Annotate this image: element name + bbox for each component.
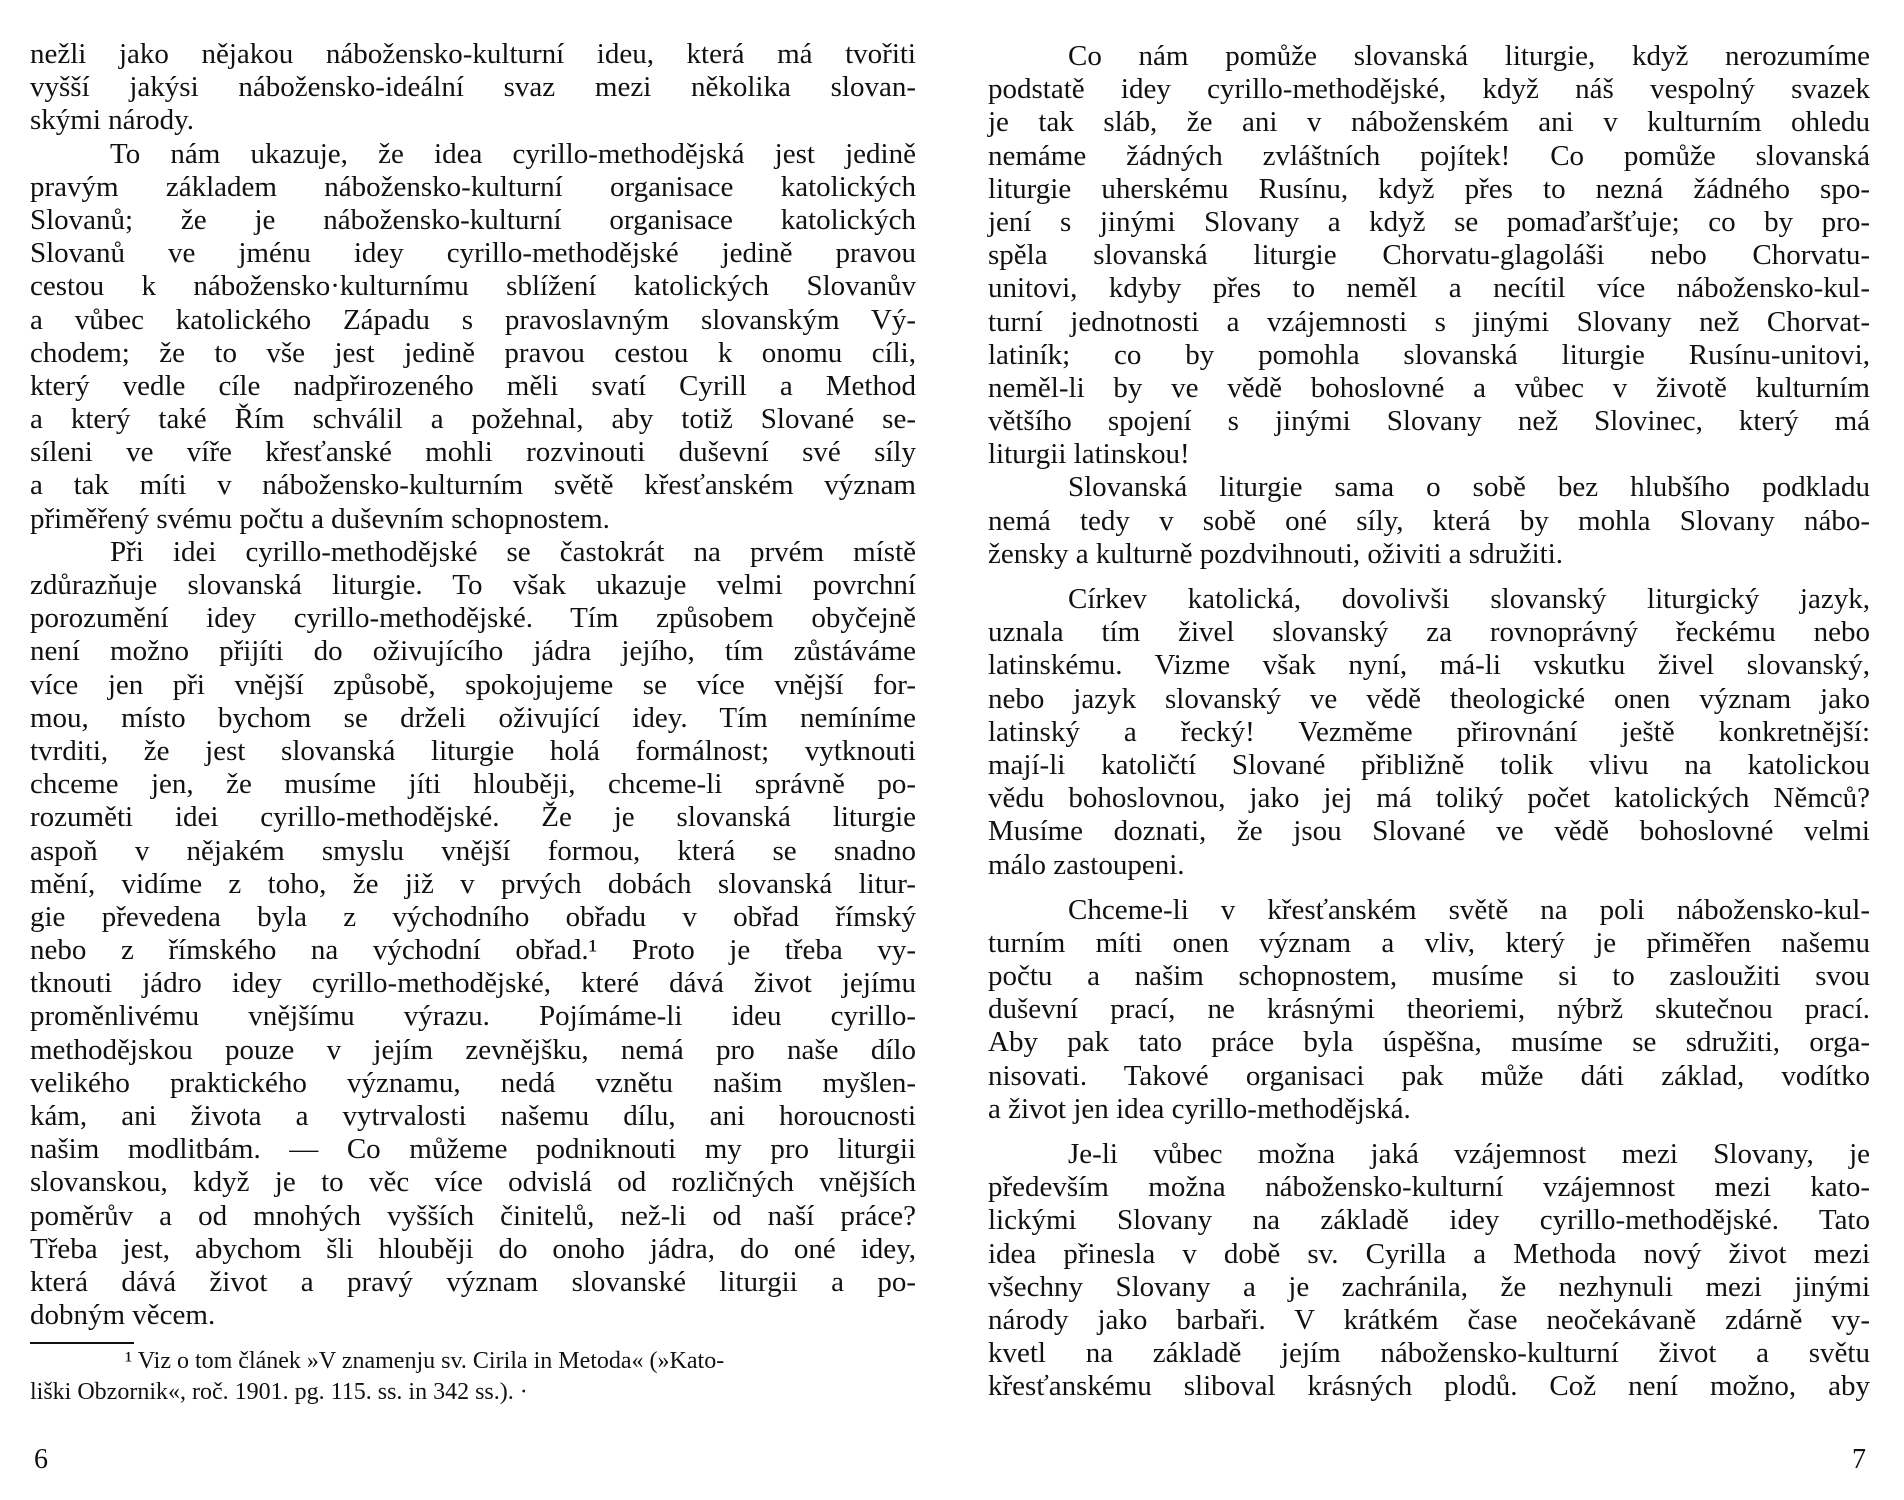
- text-line: neměl-li by ve vědě bohoslovné a vůbec v životě kulturním: [988, 371, 1870, 404]
- text-line: liturgii latinskou!: [988, 438, 1190, 471]
- text-line: není možno přijíti do oživujícího jádra jejího, tím zůstáváme: [30, 635, 916, 668]
- text-line: slovanskou, když je to věc více odvislá od rozličných vnějších: [30, 1166, 916, 1199]
- footnote-separator: [30, 1342, 134, 1344]
- text-line: uznala tím živel slovanský za rovnoprávný řeckému nebo: [988, 616, 1870, 649]
- paragraph: [988, 1138, 1870, 1404]
- text-line: mají-li katoličtí Slované přibližně tolik vlivu na katolickou: [988, 748, 1870, 781]
- text-line: Chceme-li v křesťanském světě na poli nábožensko-kul-: [1068, 893, 1870, 926]
- text-line: přiměřený svému počtu a duševním schopnostem.: [30, 502, 610, 535]
- text-line: více jen při vnější způsobě, spokojujeme se více vnější for-: [30, 668, 916, 701]
- text-line: gie převedena byla z východního obřadu v obřad římský: [30, 900, 916, 933]
- text-line: rozuměti idei cyrillo-methodějské. Že je slovanská liturgie: [30, 801, 916, 834]
- text-line: lickými Slovany na základě idey cyrillo-methodějské. Tato: [988, 1204, 1870, 1237]
- footnote: [30, 1346, 725, 1408]
- text-line: žensky a kulturně pozdvihnouti, oživiti a sdružiti.: [988, 537, 1564, 570]
- text-line: nisovati. Takové organisaci pak může dáti základ, vodítko: [988, 1059, 1870, 1092]
- text-line: latiník; co by pomohla slovanská liturgie Rusínu-unitovi,: [988, 338, 1870, 371]
- text-line: a který také Řím schválil a požehnal, aby totiž Slované se-: [30, 403, 916, 436]
- text-line: turním míti onen význam a vliv, který je přiměřen našemu: [988, 926, 1870, 959]
- text-line: mou, místo bychom se drželi oživující idey. Tím nemíníme: [30, 701, 916, 734]
- text-line: zdůrazňuje slovanská liturgie. To však ukazuje velmi povrchní: [30, 569, 916, 601]
- text-line: tknouti jádro idey cyrillo-methodějské, které dává život jejímu: [30, 967, 916, 1000]
- paragraph: [30, 38, 916, 138]
- text-line: počtu a našim schopnostem, musíme si to zasloužiti svou: [988, 960, 1870, 993]
- text-line: nemá tedy v sobě oné síly, která by mohla Slovany nábo-: [988, 504, 1870, 537]
- text-line: nežli jako nějakou nábožensko-kulturní ideu, která má tvořiti: [30, 38, 916, 70]
- text-line: kám, ani života a vytrvalosti našemu dílu, ani horoucnosti: [30, 1100, 916, 1132]
- text-line: Církev katolická, dovolivši slovanský liturgický jazyk,: [1068, 583, 1870, 615]
- text-line: Slovanů ve jménu idey cyrillo-methodějské jedině pravou: [30, 237, 916, 270]
- text-line: málo zastoupeni.: [988, 848, 1185, 881]
- text-line: nemáme žádných zvláštních pojítek! Co pomůže slovanská: [988, 139, 1870, 172]
- text-line: a vůbec katolického Západu s pravoslavným slovanským Vý-: [30, 303, 916, 336]
- text-line: skými národy.: [30, 104, 195, 137]
- text-line: tvrditi, že jest slovanská liturgie holá formálnost; vytknouti: [30, 734, 916, 767]
- text-line: velikého praktického významu, nedá vznětu našim myšlen-: [30, 1066, 916, 1099]
- text-line: našim modlitbám. — Co můžeme podniknouti my pro liturgii: [30, 1133, 916, 1166]
- paragraph: [988, 40, 1870, 471]
- text-line: Je-li vůbec možna jaká vzájemnost mezi Slovany, je: [1068, 1138, 1870, 1170]
- text-line: a život jen idea cyrillo-methodějská.: [988, 1092, 1411, 1125]
- text-line: chceme jen, že musíme jíti hlouběji, chceme-li správně po-: [30, 768, 916, 801]
- text-line: křesťanskému sliboval krásných plodů. Což není možno, aby: [988, 1370, 1870, 1403]
- text-line: jení s jinými Slovany a když se pomaďaršťuje; co by pro-: [988, 205, 1870, 238]
- page-number-left: 6: [34, 1444, 48, 1475]
- text-line: Třeba jest, abychom šli hlouběji do onoho jádra, do oné idey,: [30, 1232, 916, 1265]
- text-line: kvetl na základě jejím nábožensko-kulturní život a světu: [988, 1337, 1870, 1370]
- text-line: nebo jazyk slovanský ve vědě theologické onen význam jako: [988, 682, 1870, 715]
- text-line: která dává život a pravý význam slovanské liturgii a po-: [30, 1265, 916, 1298]
- text-line: Aby pak tato práce byla úspěšna, musíme se sdružiti, orga-: [988, 1026, 1870, 1059]
- text-line: síleni ve víře křesťanské mohli rozvinouti duševní své síly: [30, 436, 916, 469]
- text-line: Při idei cyrillo-methodějské se častokrát na prvém místě: [110, 535, 916, 568]
- text-line: turní jednotnosti a vzájemnosti s jinými Slovany než Chorvat-: [988, 305, 1870, 338]
- page-number-right: 7: [1852, 1444, 1866, 1475]
- text-line: latinský a řecký! Vezměme přirovnání ještě konkretnější:: [988, 715, 1870, 748]
- text-line: národy jako barbaři. V krátkém čase neočekávaně zdárně vy-: [988, 1303, 1870, 1336]
- text-line: Slovanů; že je nábožensko-kulturní organisace katolických: [30, 203, 916, 236]
- text-line: mění, vidíme z toho, že již v prvých dobách slovanská litur-: [30, 867, 916, 900]
- paragraph: [988, 471, 1870, 571]
- text-line: proměnlivému vnějšímu výrazu. Pojímáme-li ideu cyrillo-: [30, 1000, 916, 1033]
- text-line: je tak sláb, že ani v náboženském ani v kulturním ohledu: [988, 106, 1870, 139]
- text-line: většího spojení s jinými Slovany než Slovinec, který má: [988, 405, 1870, 438]
- text-line: podstatě idey cyrillo-methodějské, když náš vespolný svazek: [988, 73, 1870, 106]
- text-line: idea přinesla v době sv. Cyrilla a Methoda nový život mezi: [988, 1237, 1870, 1270]
- paragraph: [988, 894, 1870, 1126]
- text-line: Co nám pomůže slovanská liturgie, když nerozumíme: [1068, 40, 1870, 72]
- text-line: liturgie uherskému Rusínu, když přes to nezná žádného spo-: [988, 172, 1870, 205]
- text-line: latinskému. Vizme však nyní, má-li vskutku živel slovanský,: [988, 649, 1870, 682]
- text-line: pravým základem nábožensko-kulturní organisace katolických: [30, 170, 916, 203]
- text-line: a tak míti v nábožensko-kulturním světě křesťanském význam: [30, 469, 916, 502]
- text-line: vyšší jakýsi nábožensko-ideální svaz mezi několika slovan-: [30, 71, 916, 104]
- text-line: To nám ukazuje, že idea cyrillo-methodějská jest jedině: [110, 137, 916, 170]
- left-page-body: [30, 38, 916, 1332]
- text-line: spěla slovanská liturgie Chorvatu-glagoláši nebo Chorvatu-: [988, 239, 1870, 272]
- paragraph: [30, 536, 916, 1333]
- text-line: methodějskou pouze v jejím zevnějšku, nemá pro naše dílo: [30, 1033, 916, 1066]
- text-line: cestou k nábožensko·kulturnímu sblížení katolických Slovanův: [30, 270, 916, 303]
- footnote-line: ¹ Viz o tom článek »V znamenju sv. Cirila in Metoda« (»Kato-: [125, 1348, 725, 1374]
- footnote-line: liški Obzornik«, roč. 1901. pg. 115. ss. in 342 ss.). ·: [30, 1379, 528, 1405]
- text-line: poměrův a od mnohých vyšších činitelů, než-li od naší práce?: [30, 1199, 916, 1232]
- text-line: chodem; že to vše jest jedině pravou cestou k onomu cíli,: [30, 336, 916, 369]
- text-line: především možna nábožensko-kulturní vzájemnost mezi kato-: [988, 1171, 1870, 1204]
- text-line: duševní prací, ne krásnými theoriemi, nýbrž skutečnou prací.: [988, 993, 1870, 1026]
- paragraph: [30, 138, 916, 536]
- text-line: vědu bohoslovnou, jako jej má toliký počet katolických Němců?: [988, 782, 1870, 815]
- text-line: Slovanská liturgie sama o sobě bez hlubšího podkladu: [1068, 471, 1870, 504]
- text-line: nebo z římského na východní obřad.¹ Proto je třeba vy-: [30, 934, 916, 967]
- right-page-body: [988, 40, 1870, 1404]
- paragraph: [988, 583, 1870, 882]
- text-line: Musíme doznati, že jsou Slované ve vědě bohoslovné velmi: [988, 815, 1870, 848]
- text-line: který vedle cíle nadpřirozeného měli svatí Cyrill a Method: [30, 369, 916, 402]
- text-line: dobným věcem.: [30, 1299, 216, 1332]
- text-line: všechny Slovany a je zachránila, že nezhynuli mezi jinými: [988, 1270, 1870, 1303]
- text-line: porozumění idey cyrillo-methodějské. Tím způsobem obyčejně: [30, 602, 916, 635]
- text-line: aspoň v nějakém smyslu vnější formou, která se snadno: [30, 834, 916, 867]
- text-line: unitovi, kdyby přes to neměl a necítil více nábožensko-kul-: [988, 272, 1870, 305]
